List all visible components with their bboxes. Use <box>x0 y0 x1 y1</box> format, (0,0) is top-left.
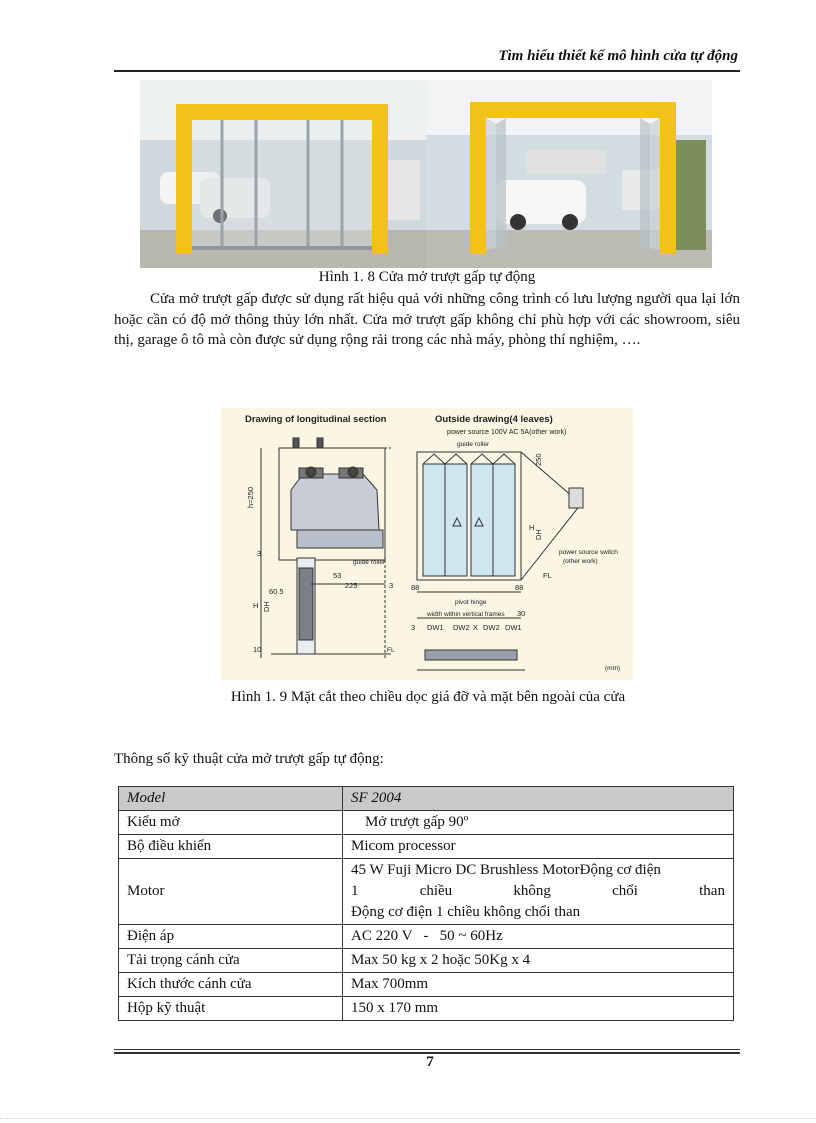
spec-key: Kích thước cánh cửa <box>119 973 343 997</box>
dim-dw1b: DW1 <box>505 623 522 632</box>
spec-value: Mở trượt gấp 90º <box>343 811 734 835</box>
header-rule <box>114 70 740 72</box>
dim-x: X <box>473 623 479 632</box>
spec-table <box>118 786 734 1021</box>
label-power-switch: power source switch <box>559 549 618 556</box>
motor-line-3: Động cơ điện 1 chiều không chổi than <box>351 904 581 920</box>
dim-DH: DH <box>262 601 271 612</box>
spec-key: Điện áp <box>119 925 343 949</box>
spec-key: Motor <box>119 859 343 925</box>
spec-key: Tải trọng cánh cửa <box>119 949 343 973</box>
label-fl-right: FL <box>543 571 552 580</box>
drawing-right-title: Outside drawing(4 leaves) <box>435 414 553 425</box>
spec-key: Model <box>119 787 343 811</box>
header-title: Tìm hiểu thiết kế mô hình cửa tự động <box>498 48 738 64</box>
label-fl-left: FL <box>387 647 395 654</box>
dim-H-right: H <box>529 523 535 532</box>
table-row <box>119 835 734 859</box>
dim-dw2a: DW2 <box>453 623 470 632</box>
technical-drawing <box>221 408 633 680</box>
figure2-caption: Hình 1. 9 Mặt cắt theo chiều dọc giá đỡ và mặt bên ngoài của cửa <box>230 689 626 705</box>
dim-53: 53 <box>333 571 342 580</box>
dim-605: 60.5 <box>269 587 284 596</box>
dim-H: H <box>253 601 259 610</box>
table-row <box>119 925 734 949</box>
motor-line-1: 45 W Fuji Micro DC Brushless MotorĐộng cơ điện <box>351 862 661 878</box>
footer-rule <box>114 1049 740 1050</box>
dim-3b: 3 <box>389 581 394 590</box>
spec-value: SF 2004 <box>343 787 734 811</box>
body-paragraph: Cửa mở trượt gấp được sử dụng rất hiệu quả với những công trình có lưu lượng người qua lại lớn hoặc cần có độ mở thông thủy lớn nhất. Cửa mở trượt gấp không chỉ phù hợp với các showroom, siêu thị, garage ô tô mà còn được sử dụng rộng rải trong các nhà máy, phòng thí nghiệm, …. <box>114 291 740 348</box>
table-row <box>119 787 734 811</box>
spec-value: Micom processor <box>343 835 734 859</box>
dim-225: 225 <box>345 581 358 590</box>
figure1-caption: Hình 1. 8 Cửa mở trượt gấp tự động <box>318 269 536 285</box>
spec-value: 150 x 170 mm <box>343 997 734 1021</box>
photo-door-open <box>426 80 712 268</box>
dim-dw2b: DW2 <box>483 623 500 632</box>
spec-key: Bộ điều khiển <box>119 835 343 859</box>
label-other-work: (other work) <box>563 558 598 565</box>
motor-line-2: 1 chiều không chổi than <box>351 883 725 899</box>
drawing-left-title: Drawing of longitudinal section <box>245 414 387 425</box>
spec-value: AC 220 V - 50 ~ 60Hz <box>343 925 734 949</box>
dim-3-right: 3 <box>411 623 416 632</box>
table-row <box>119 859 734 925</box>
table-row <box>119 811 734 835</box>
page-number: 7 <box>426 1054 434 1070</box>
page-edge <box>0 1118 816 1119</box>
spec-intro: Thông số kỹ thuật cửa mở trượt gấp tự động: <box>114 751 384 767</box>
label-unit: (mm) <box>605 665 621 672</box>
spec-value: Max 700mm <box>343 973 734 997</box>
dim-DH-right: DH <box>534 529 543 540</box>
dim-3a: 3 <box>257 549 262 558</box>
dim-h250: h=250 <box>246 486 255 508</box>
table-row <box>119 997 734 1021</box>
label-guide-roller-left: guide roller <box>353 559 386 566</box>
dim-88b: 88 <box>515 583 524 592</box>
power-note: power source 100V AC 5A(other work) <box>447 429 567 436</box>
spec-key: Hộp kỹ thuật <box>119 997 343 1021</box>
dim-dw1a: DW1 <box>427 623 444 632</box>
table-row <box>119 949 734 973</box>
label-guide-roller-right: guide roller <box>457 441 490 448</box>
dim-30: 30 <box>517 609 526 618</box>
dim-88a: 88 <box>411 583 420 592</box>
dim-10: 10 <box>253 645 262 654</box>
photo-door-closed <box>140 80 426 268</box>
dim-250: 250 <box>534 453 543 466</box>
spec-value-motor <box>343 859 734 925</box>
label-width-frames: width within vertical frames <box>427 611 505 618</box>
spec-value: Max 50 kg x 2 hoặc 50Kg x 4 <box>343 949 734 973</box>
table-row <box>119 973 734 997</box>
spec-key: Kiểu mở <box>119 811 343 835</box>
label-pivot-hinge: pivot hinge <box>455 599 487 606</box>
